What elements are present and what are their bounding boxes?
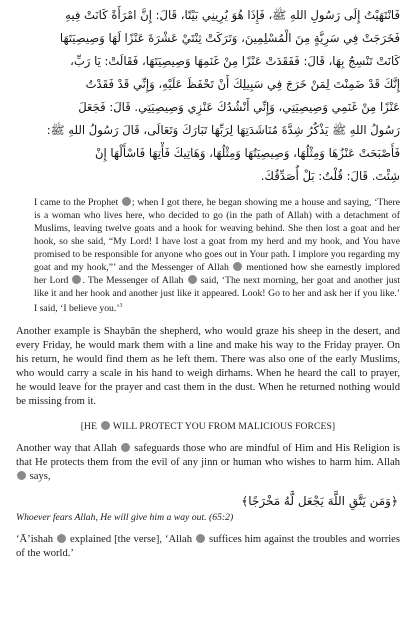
honorific-seal-icon <box>121 443 130 452</box>
honorific-seal-icon <box>196 534 205 543</box>
hadith-translation <box>34 196 400 315</box>
heading-text: [HE <box>80 421 98 433</box>
honorific-seal-icon <box>233 262 242 271</box>
body-paragraph <box>16 442 400 484</box>
paragraph-text: safeguards those who are mindful of Him and His Religion is that He protects them from the evil of any jinn or human who wishes to harm him. Allah <box>16 443 400 469</box>
body-paragraph: Another example is Shaybān the shepherd, who would graze his sheep in the desert, and every Friday, he would mark them with a line and make his way to the Friday prayer. On his return, he would find them as he left them. There was also one of the early Muslims, who would carry a scale in his hand to weigh dirhams. When he heard the call to prayer, he would leave for the prayer and cast them in the dust. When he returned nothing would be missing from it. <box>16 326 400 408</box>
paragraph-text: Another way that Allah <box>16 443 117 455</box>
translation-text: mentioned how she earnestly implored her Lord <box>34 262 401 286</box>
paragraph-text: suffices him against the troubles and worries of the world.’ <box>16 534 401 560</box>
section-heading <box>16 421 400 432</box>
honorific-seal-icon <box>57 534 66 543</box>
arabic-line: فَأَصْبَحَتْ عَنْزُهَا وَمِثْلُهَا، وَصِيصِيَتُهَا وَمِثْلُهَا، وَهَاتِيكَ فَأْتِهَا فَاسْأَلْهَا إِنْ <box>94 146 400 160</box>
heading-text: WILL PROTECT YOU FROM MALICIOUS FORCES] <box>112 421 336 433</box>
translation-text: ; when I got there, he began showing me a house and saying, ‘There is a woman who lives here, who decided to go (in the path of Allah) with a detachment of Muslims, leaving twelve goats and a hook for weaving behind. She then lost a goat and her hook, so she said, “My Lord! I have lost a goat from my herd and my hook, and You have promised to be responsible for anyone who goes out in Your path. I implore you regarding my goat and my hook,”’ and the Messenger of Allah <box>34 197 401 273</box>
honorific-seal-icon <box>122 197 131 206</box>
honorific-seal-icon <box>72 275 81 284</box>
paragraph-text: ‘Ā’ishah <box>16 534 54 546</box>
honorific-seal-icon <box>188 275 197 284</box>
arabic-hadith-text <box>16 0 400 188</box>
quran-verse-translation: Whoever fears Allah, He will give him a way out. (65:2) <box>16 512 234 524</box>
paragraph-text: says, <box>29 471 51 483</box>
arabic-line: إِنَّكَ قَدْ ضَمِنْتَ لِمَنْ خَرَجَ فِي سَبِيلِكَ أَنْ تَحْفَظَ عَلَيْهِ، وَإِنِّي قَدْ فَقَدْتُ <box>85 77 400 91</box>
translation-text: said, ‘The next morning, her goat and another just like it and her hook and another just like it appeared. Look! Go to her and ask her if you like.’ I said, ‘I believe you.’ <box>34 275 401 315</box>
arabic-line: فَخَرَجَتْ فِي سَرِيَّةٍ مِنَ الْمُسْلِمِينَ، وَتَرَكَتْ ثِنْتَيْ عَشْرَةَ عَنْزًا لَهَا وَصِيصِيَتَهَا <box>59 31 400 45</box>
honorific-seal-icon <box>101 421 110 430</box>
honorific-seal-icon <box>17 471 26 480</box>
arabic-line: شِئْتَ. قَالَ: قُلْتُ: بَلْ أُصَدِّقُكَ. <box>260 169 400 183</box>
arabic-line: رَسُولُ اللهِ ﷺ يَذْكُرُ شِدَّةَ مُنَاشَدَتِهَا لِرَبِّهَا تَبَارَكَ وَتَعَالَى، قَالَ رَسُولُ اللهِ ﷺ: <box>46 123 400 137</box>
quran-verse: ﴿وَمَن يَتَّقِ اللَّهَ يَجْعَل لَّهُ مَخْرَجًا﴾ <box>241 494 398 509</box>
footnote-marker[interactable]: 3 <box>119 303 123 309</box>
body-paragraph <box>16 533 400 561</box>
translation-text: I came to the Prophet <box>34 197 119 208</box>
arabic-line: عَنْزًا مِنْ غَنَمِي وَصِيصِيَتِي، وَإِنِّي أَنْشُدُكَ عَنْزِي وَصِيصِيَتِي. قَالَ: فَجَعَلَ <box>78 100 400 114</box>
arabic-line: فَانْتَهَيْتُ إِلَى رَسُولِ اللهِ ﷺ، فَإِذَا هُوَ يُرِينِي بَيْتًا، قَالَ: إِنَّ امْرَأَةً كَانَتْ فِيهِ <box>65 8 400 22</box>
translation-text: . The Messenger of Allah <box>82 275 184 286</box>
paragraph-text: explained [the verse], ‘Allah <box>69 534 193 546</box>
arabic-line: كَانَتْ تَنْسِجُ بِهَا، قَالَ: فَفَقَدَتْ عَنْزًا مِنْ غَنَمِهَا وَصِيصِيَتَهَا، فَقَالَتْ: يَا رَبِّ، <box>70 54 400 68</box>
